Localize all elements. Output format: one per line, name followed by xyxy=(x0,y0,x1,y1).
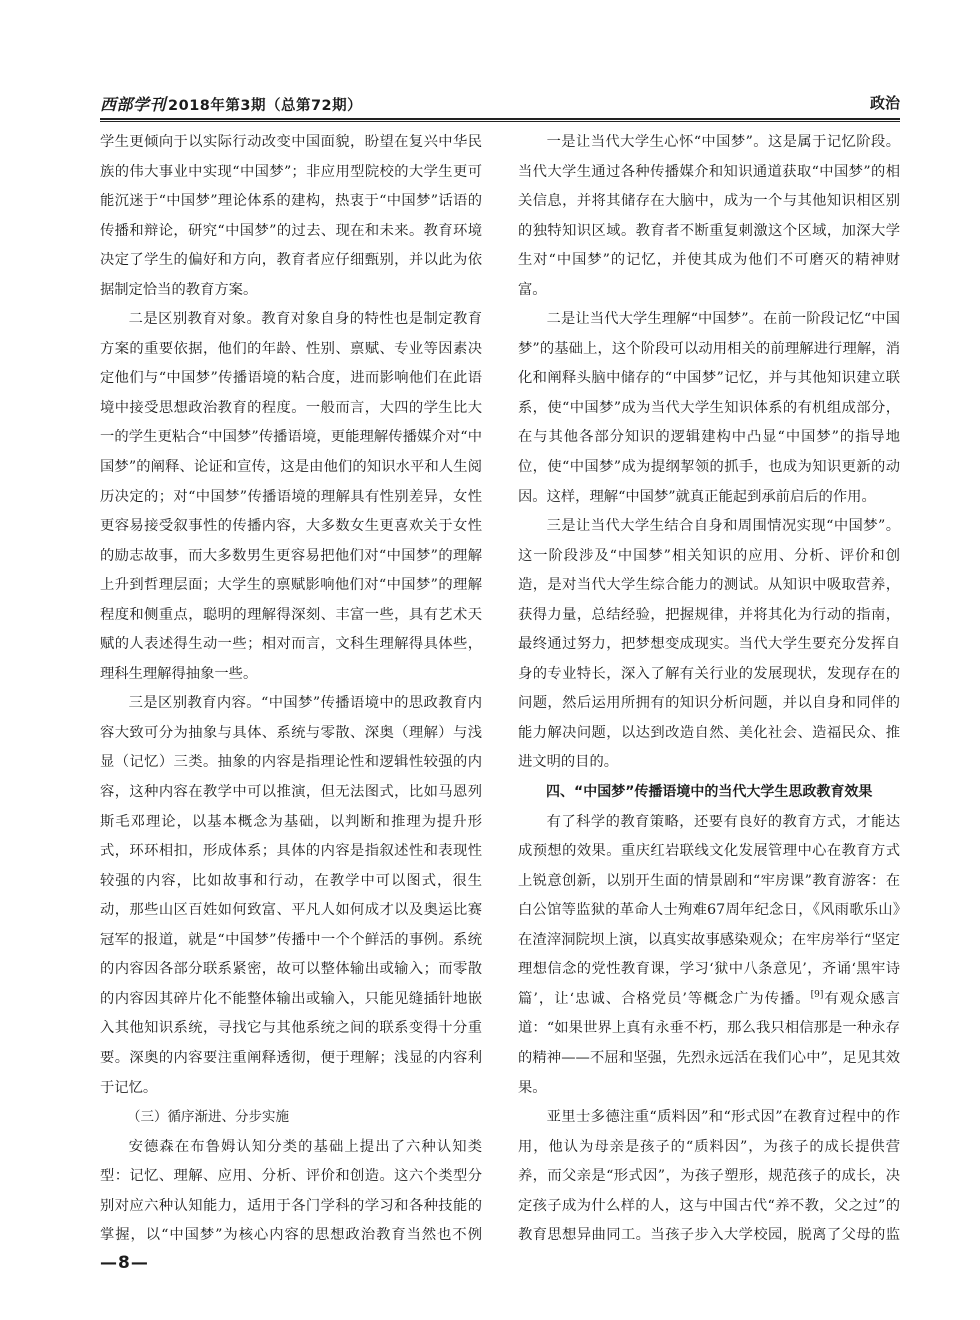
running-header xyxy=(100,90,900,116)
paragraph-stage-understanding: 二是让当代大学生理解“中国梦”。在前一阶段记忆“中国梦”的基础上，这个阶段可以动用相关的前理解进行理解，消化和阐释头脑中储存的“中国梦”记忆，并与其他知识建立联系，使“中国梦”成为当代大学生知识体系的有机组成部分，在与其他各部分知识的逻辑建构中凸显“中国梦”的指导地位，使“中国梦”成为提纲挈领的抓手，也成为知识更新的动因。这样，理解“中国梦”就真正能起到承前启后的作用。 xyxy=(518,311,900,505)
issue-info: 2018年第3期（总第72期） xyxy=(168,98,363,114)
citation-ref: [9] xyxy=(810,990,824,1001)
journal-brand-logo: 西部学刊 xyxy=(100,95,167,114)
right-column xyxy=(518,128,900,1243)
subsection-heading: （三）循序渐进、分步实施 xyxy=(127,1109,289,1126)
header-rule-thin xyxy=(100,121,900,122)
paragraph-anderson: 安德森在布鲁姆认知分类的基础上提出了六种认知类型：记忆、理解、应用、分析、评价和创造。这六个类型分别对应六种认知能力，适用于各门学科的学习和各种技能的掌握，以“中国梦”为核心内容的思想政治教育当然也不例 xyxy=(100,1138,482,1243)
paragraph-continuation: 学生更倾向于以实际行动改变中国面貌，盼望在复兴中华民族的伟大事业中实现“中国梦”；非应用型院校的大学生更可能沉迷于“中国梦”理论体系的建构，热衷于“中国梦”话语的传播和辩论，研究“中国梦”的过去、现在和未来。教育环境决定了学生的偏好和方向，教育者应仔细甄别，并以此为依据制定恰当的教育方案。 xyxy=(100,134,482,298)
page-number: —8— xyxy=(100,1253,149,1273)
left-column xyxy=(100,128,482,1243)
section-heading-four: 四、“中国梦”传播语境中的当代大学生思政教育效果 xyxy=(546,784,873,801)
journal-issue-line xyxy=(100,92,362,115)
paragraph-education-object: 二是区别教育对象。教育对象自身的特性也是制定教育方案的重要依据，他们的年龄、性别、禀赋、专业等因素决定他们与“中国梦”传播语境的粘合度，进而影响他们在此语境中接受思想政治教育的程度。一般而言，大四的学生比大一的学生更粘合“中国梦”传播语境，更能理解传播媒介对“中国梦”的阐释、论证和宣传，这是由他们的知识水平和人生阅历决定的；对“中国梦”传播语境的理解具有性别差异，女性更容易接受叙事性的传播内容，大多数女生更喜欢关于女性的励志故事，而大多数男生更容易把他们对“中国梦”的理解上升到哲理层面；大学生的禀赋影响他们对“中国梦”的理解程度和侧重点，聪明的理解得深刻、丰富一些，具有艺术天赋的人表述得生动一些；相对而言，文科生理解得具体些，理科生理解得抽象一些。 xyxy=(100,311,482,682)
paragraph-education-method xyxy=(518,808,900,1103)
paragraph-stage-memory: 一是让当代大学生心怀“中国梦”。这是属于记忆阶段。当代大学生通过各种传播媒介和知识通道获取“中国梦”的相关信息，并将其储存在大脑中，成为一个与其他知识相区别的独特知识区域。教育者不断重复刺激这个区域，加深大学生对“中国梦”的记忆，并使其成为他们不可磨灭的精神财富。 xyxy=(518,134,900,298)
paragraph-stage-realization: 三是让当代大学生结合自身和周围情况实现“中国梦”。这一阶段涉及“中国梦”相关知识的应用、分析、评价和创造，是对当代大学生综合能力的测试。从知识中吸取营养，获得力量，总结经验，把握规律，并将其化为行动的指南，最终通过努力，把梦想变成现实。当代大学生要充分发挥自身的专业特长，深入了解有关行业的发展现状，发现存在的问题，然后运用所拥有的知识分析问题，并以自身和同伴的能力解决问题，以达到改造自然、美化社会、造福民众、推进文明的目的。 xyxy=(518,518,900,771)
method-text: 有了科学的教育策略，还要有良好的教育方式，才能达成预想的效果。重庆红岩联线文化发展管理中心在教育方式上锐意创新，以别开生面的情景剧和“牢房课”教育游客：在白公馆等监狱的革命人士殉难67周年纪念日，《风雨歌乐山》在渣滓洞院坝上演，以真实故事感染观众；在牢房举行“坚定理想信念的党性教育课，学习‘狱中八条意见’，齐诵‘黑牢诗篇’，让‘忠诚、合格党员’等概念广为传播。 xyxy=(518,813,900,1007)
paragraph-aristotle: 亚里士多德注重“质料因”和“形式因”在教育过程中的作用，他认为母亲是孩子的“质料因”，为孩子的成长提供营养，而父亲是“形式因”，为孩子塑形，规范孩子的成长，决定孩子成为什么样的人，这与中国古代“养不教，父之过”的教育思想异曲同工。当孩子步入大学校园，脱离了父母的监 xyxy=(518,1109,900,1243)
header-rule-thick xyxy=(100,118,900,120)
paragraph-education-content: 三是区别教育内容。“中国梦”传播语境中的思政教育内容大致可分为抽象与具体、系统与零散、深奥（理解）与浅显（记忆）三类。抽象的内容是指理论性和逻辑性较强的内容，这种内容在教学中可以推演，但无法图式，比如马恩列斯毛邓理论，以基本概念为基础，以判断和推理为提升形式，环环相扣，形成体系；具体的内容是指叙述性和表现性较强的内容，比如故事和行动，在教学中可以图式，很生动，那些山区百姓如何致富、平凡人如何成才以及奥运比赛冠军的报道，就是“中国梦”传播中一个个鲜活的事例。系统的内容因各部分联系紧密，故可以整体输出或输入；而零散的内容因其碎片化不能整体输出或输入，只能见缝插针地嵌入其他知识系统，寻找它与其他系统之间的联系变得十分重要。深奥的内容要注重阐释透彻，便于理解；浅显的内容利于记忆。 xyxy=(100,695,482,1096)
method-text-cont: 有观众感言道：“如果世界上真有永垂不朽，那么我只相信那是一种永存的精神——不屈和坚强，先烈永远活在我们心中”，足见其效果。 xyxy=(518,990,900,1096)
section-label: 政治 xyxy=(869,94,900,112)
